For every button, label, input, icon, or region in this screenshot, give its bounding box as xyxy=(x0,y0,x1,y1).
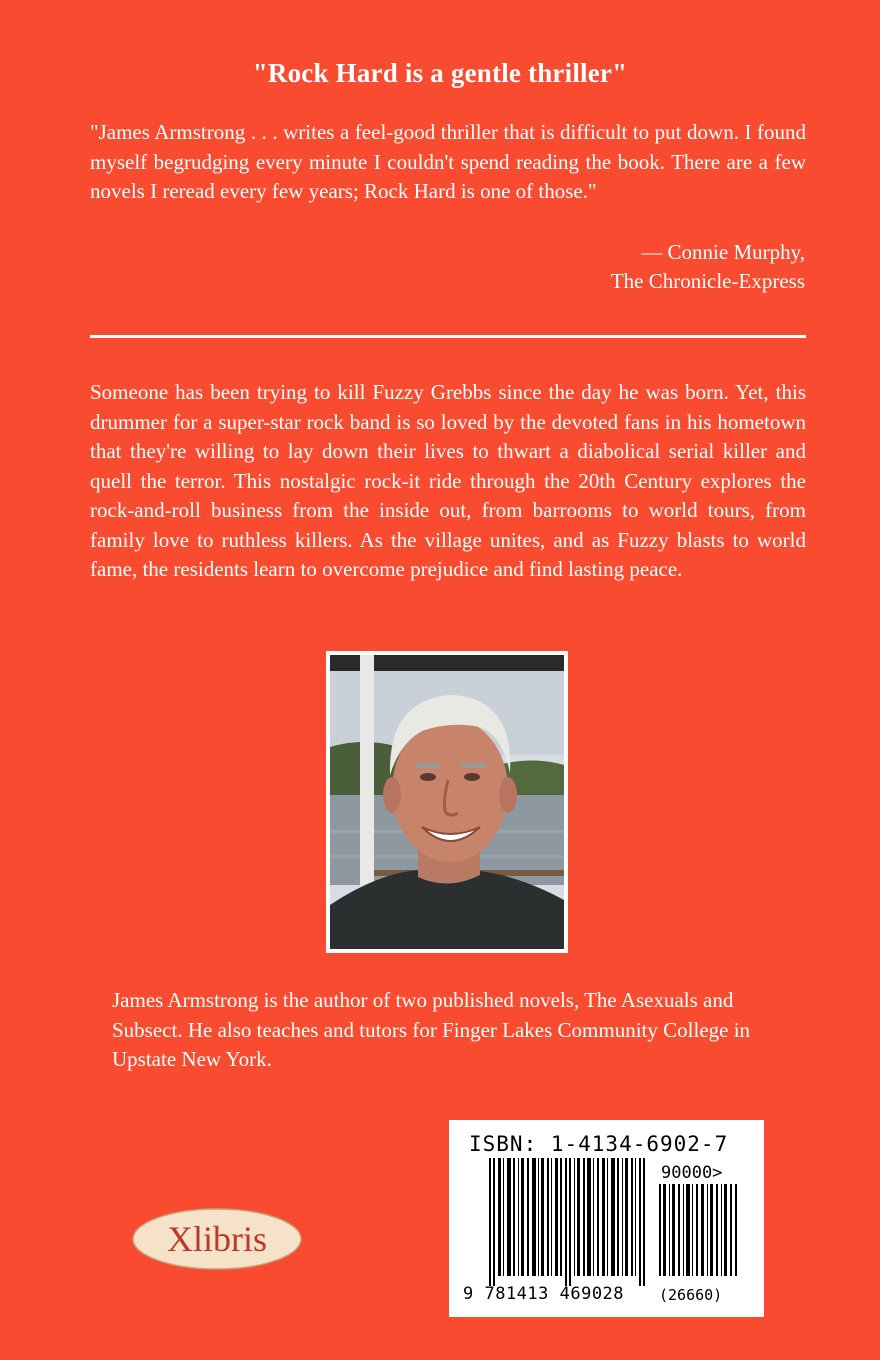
price-code: 90000> xyxy=(661,1163,723,1183)
book-blurb: Someone has been trying to kill Fuzzy Grebbs since the day he was born. Yet, this drummer for a super-star rock band is so loved by the devoted fans in his hometown that they're willing to lay down their lives to thwart a diabolical serial killer and quell the terror. This nostalgic rock-it ride through the 20th Century explores the rock-and-roll business from the inside out, from barrooms to world tours, from family love to ruthless killers. As the village unites, and as Fuzzy blasts to world fame, the residents learn to overcome prejudice and find lasting peace. xyxy=(90,380,806,581)
review-quote: "James Armstrong . . . writes a feel-good thriller that is difficult to put down. I found myself begrudging every minute I couldn't spend reading the book. There are a few novels I reread every few years; Rock Hard is one of those." xyxy=(90,120,806,203)
publisher-logo-text: Xlibris xyxy=(166,1219,268,1259)
ean-digits: 9 781413 469028 xyxy=(463,1284,625,1304)
review-publication: The Chronicle-Express xyxy=(610,269,805,293)
isbn-number: ISBN: 1-4134-6902-7 xyxy=(469,1132,729,1156)
review-author: — Connie Murphy, xyxy=(641,240,805,264)
author-portrait-image xyxy=(330,655,564,949)
price-digits: (26660) xyxy=(659,1286,723,1304)
review-attribution xyxy=(611,238,805,296)
section-divider xyxy=(90,335,806,338)
headline: "Rock Hard is a gentle thriller" xyxy=(252,58,628,88)
ean-barcode-bars xyxy=(489,1158,649,1286)
publisher-logo xyxy=(130,1206,304,1272)
author-photo xyxy=(326,651,568,953)
author-bio: James Armstrong is the author of two published novels, The Asexuals and Subsect. He also teaches and tutors for Finger Lakes Community College in Upstate New York. xyxy=(112,988,751,1071)
isbn-barcode xyxy=(449,1120,764,1317)
price-barcode-bars xyxy=(659,1184,739,1276)
